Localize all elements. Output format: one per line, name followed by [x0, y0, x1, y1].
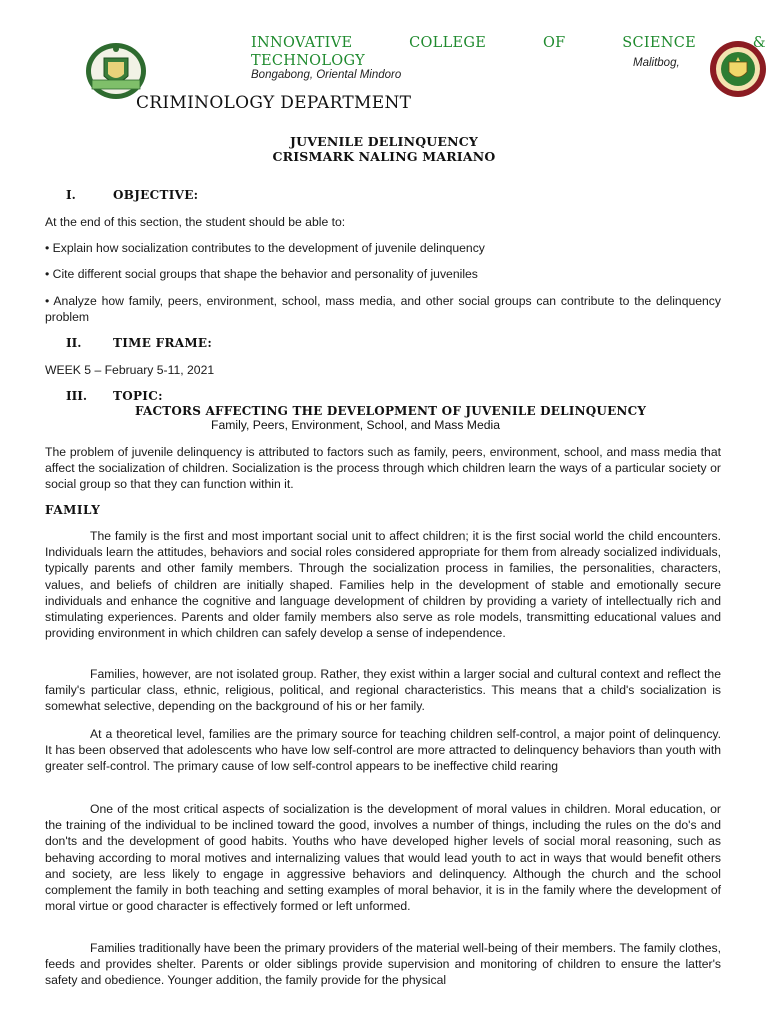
topic-intro-paragraph: The problem of juvenile delinquency is attributed to factors such as family, peers, environment, school, and mass media that affect the socialization of children. Socialization is the process through which children learn the ways of a particular society or social group so that they can function within it.	[45, 445, 721, 492]
family-paragraph: Families, however, are not isolated group. Rather, they exist within a larger social and cultural context and reflect the family's particular class, ethnic, religious, political, and regional characteristics. This means that a child's socialization is somewhat selective, depending on the background of his or her family.	[45, 667, 721, 714]
timeframe-value: WEEK 5 – February 5-11, 2021	[45, 363, 215, 377]
college-address: Bongabong, Oriental Mindoro	[251, 69, 402, 81]
objective-heading: OBJECTIVE:	[113, 188, 199, 202]
family-heading: FAMILY	[45, 503, 101, 517]
family-paragraph: At a theoretical level, families are the primary source for teaching children self-control, a major point of delinquency. It has been observed that adolescents who have low self-control are more attracted to delinquency behaviors than youth with greater self-control. The primary cause of low self-control appears to be ineffective child rearing	[45, 727, 721, 774]
timeframe-number: II.	[66, 336, 82, 350]
subject-title: JUVENILE DELINQUENCY	[289, 134, 479, 149]
college-name-line2: TECHNOLOGY	[251, 53, 365, 69]
college-name-line1: INNOVATIVE COLLEGE OF SCIENCE &	[251, 35, 766, 51]
objective-item: • Explain how socialization contributes to the development of juvenile delinquency	[45, 241, 485, 255]
family-paragraph: The family is the first and most important social unit to affect children; it is the first social world the child encounters. Individuals learn the attitudes, behaviors and social roles considered appropriate for them from already socialized individuals, typically parents and other family members. Through the socialization process in families, the personalities, characters, values, and beliefs of children are initially shaped. Families help in the development of stable and emotionally secure individuals and enhance the cognitive and language development of children by providing a variety of intellectually rich and stimulating experiences. Parents and older family members also serve as role models, transmitting educational values and providing environment in which children can safely develop a sense of independence.	[45, 529, 721, 641]
topic-title: FACTORS AFFECTING THE DEVELOPMENT OF JUVENILE DELINQUENCY	[135, 404, 647, 418]
topic-subtitle: Family, Peers, Environment, School, and Mass Media	[211, 418, 501, 432]
objective-intro: At the end of this section, the student should be able to:	[45, 215, 346, 229]
college-seal-logo	[84, 40, 148, 100]
objective-number: I.	[66, 188, 76, 202]
objective-item: • Cite different social groups that shape the behavior and personality of juveniles	[45, 267, 478, 281]
college-town: Malitbog,	[633, 57, 680, 69]
family-paragraph: Families traditionally have been the primary providers of the material well-being of their members. The family clothes, feeds and provides shelter. Parents or older siblings provide supervision and monitoring of children to ensure the latter's safety and obedience. Younger addition, the family provide for the physical	[45, 941, 721, 988]
objective-item: • Analyze how family, peers, environment, school, mass media, and other social groups can contribute to the delinquency problem	[45, 294, 721, 325]
topic-heading: TOPIC:	[113, 389, 163, 403]
timeframe-heading: TIME FRAME:	[113, 336, 213, 350]
department-title: CRIMINOLOGY DEPARTMENT	[136, 93, 412, 113]
topic-number: III.	[66, 389, 88, 403]
author-name: CRISMARK NALING MARIANO	[272, 149, 496, 164]
family-paragraph: One of the most critical aspects of socialization is the development of moral values in children. Moral education, or the training of the individual to be inclined toward the good, involves a number of things, including the rules on the do's and don'ts and the development of good habits. Youths who have developed higher levels of social moral reasoning, such as behaving according to moral motives and internalizing values that would lead youth to act in ways that would benefit others and society, are less likely to engage in aggressive behaviors and delinquency. Although the church and the school complement the family in both teaching and setting examples of moral behavior, it is in the family where the development of moral virtue or good character is effectively formed or left unformed.	[45, 802, 721, 914]
